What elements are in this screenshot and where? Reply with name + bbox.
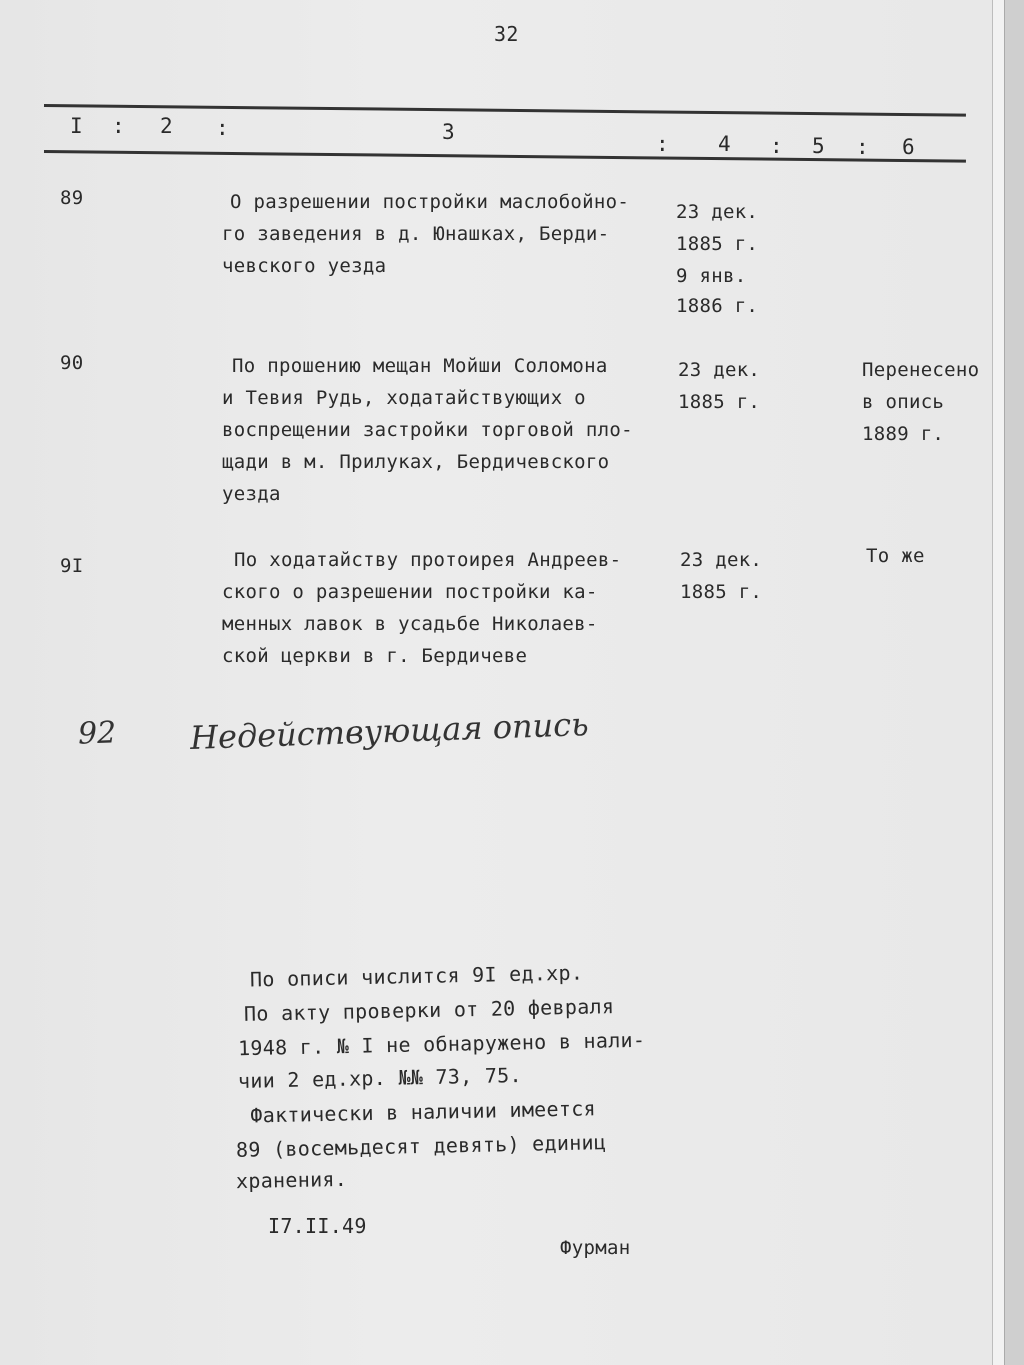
- entry-title-line: ского о разрешении постройки ка-: [222, 581, 598, 603]
- entry-date-line: 1885 г.: [676, 233, 759, 255]
- entry-title-line: По прошению мещан Мойши Соломона: [232, 355, 608, 377]
- column-separator: :: [656, 132, 669, 156]
- entry-number: 9I: [60, 555, 84, 577]
- entry-note-line: То же: [866, 545, 925, 567]
- summary-line: чии 2 ед.хр. №№ 73, 75.: [237, 1063, 523, 1093]
- entry-title-line: По ходатайству протоирея Андреев-: [234, 549, 622, 571]
- entry-title-line: ской церкви в г. Бердичеве: [222, 645, 528, 667]
- entry-note-line: в опись: [862, 391, 945, 413]
- column-separator: :: [770, 134, 783, 158]
- entry-title-line: го заведения в д. Юнашках, Берди-: [222, 223, 610, 245]
- document-date: I7.II.49: [268, 1214, 367, 1238]
- summary-line: По акту проверки от 20 февраля: [243, 994, 615, 1026]
- column-header: 6: [902, 135, 915, 159]
- entry-date-line: 1885 г.: [680, 581, 763, 603]
- column-header: I: [70, 114, 83, 138]
- entry-note-line: Перенесено: [862, 359, 980, 381]
- summary-line: По описи числится 9I ед.хр.: [249, 960, 584, 992]
- entry-title-line: чевского уезда: [222, 255, 387, 277]
- page-number: 32: [494, 22, 519, 46]
- handwritten-number: 92: [77, 715, 117, 752]
- entry-date-line: 23 дек.: [678, 359, 761, 381]
- summary-line: 89 (восемьдесят девять) единиц: [235, 1130, 607, 1162]
- column-header: 5: [812, 134, 825, 158]
- entry-date-line: 9 янв.: [676, 265, 747, 287]
- entry-date-line: 23 дек.: [680, 549, 763, 571]
- entry-title-line: щади в м. Прилуках, Бердичевского: [222, 451, 610, 473]
- column-header: 3: [442, 120, 455, 144]
- entry-date-line: 23 дек.: [676, 201, 759, 223]
- summary-line: хранения.: [235, 1166, 348, 1194]
- column-separator: :: [216, 116, 229, 140]
- entry-title-line: уезда: [222, 483, 281, 505]
- summary-line: 1948 г. № I не обнаружено в нали-: [237, 1027, 646, 1061]
- entry-number: 90: [60, 352, 84, 374]
- entry-number: 89: [60, 187, 84, 209]
- summary-line: Фактически в наличии имеется: [237, 1096, 597, 1128]
- entry-title-line: воспрещении застройки торговой пло-: [222, 419, 633, 441]
- column-separator: :: [856, 135, 869, 159]
- entry-date-line: 1886 г.: [676, 295, 759, 317]
- column-header: 2: [160, 114, 173, 138]
- entry-title-line: менных лавок в усадьбе Николаев-: [222, 613, 598, 635]
- handwritten-note: Недействующая опись: [189, 705, 590, 757]
- column-header: 4: [718, 132, 731, 156]
- entry-note-line: 1889 г.: [862, 423, 945, 445]
- column-separator: :: [112, 114, 125, 138]
- signature-name: Фурман: [560, 1237, 631, 1259]
- entry-date-line: 1885 г.: [678, 391, 761, 413]
- page-edge-shadow: [1004, 0, 1024, 1365]
- entry-title-line: О разрешении постройки маслобойно-: [230, 191, 630, 213]
- entry-title-line: и Тевия Рудь, ходатайствующих о: [222, 387, 586, 409]
